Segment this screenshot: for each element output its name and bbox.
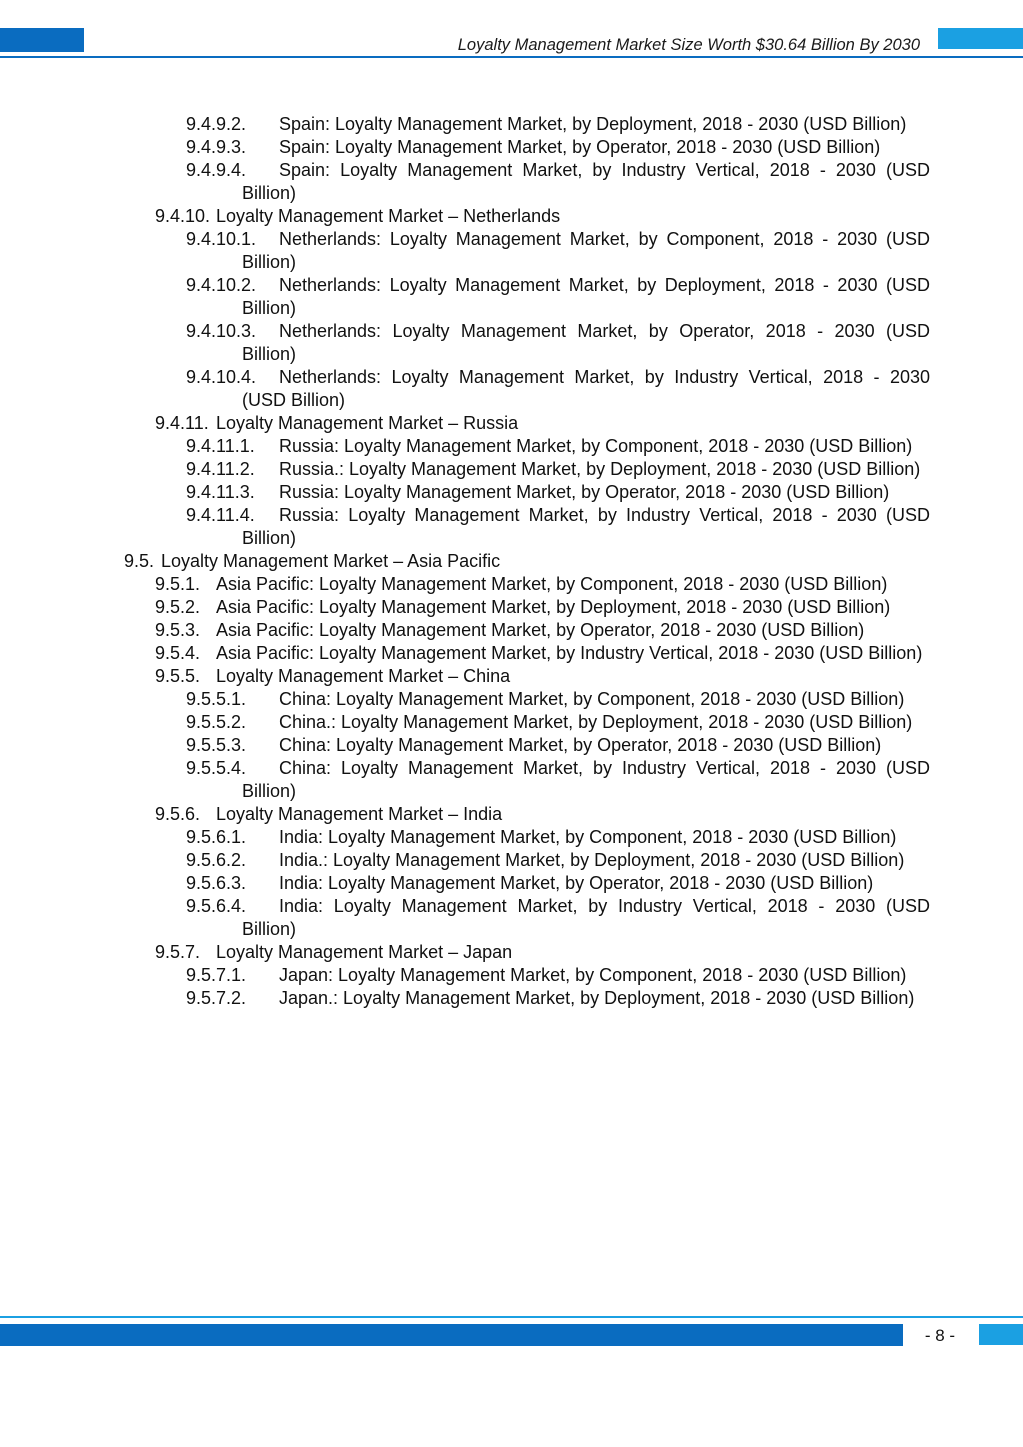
toc-entry-number: 9.4.11.4.	[186, 505, 255, 525]
toc-entry-number: 9.5.6.2.	[186, 850, 247, 870]
toc-entry-number: 9.5.1.	[155, 574, 201, 594]
toc-entry	[186, 987, 930, 1010]
toc-entry	[155, 412, 930, 435]
toc-entry-number: 9.5.4.	[155, 643, 201, 663]
toc-entry	[155, 619, 930, 642]
toc-entry-number: 9.5.7.	[155, 942, 201, 962]
toc-entry-number: 9.4.11.1.	[186, 436, 255, 456]
toc-entry-text: China: Loyalty Management Market, by Component, 2018 - 2030 (USD Billion)	[279, 689, 905, 709]
toc-entry-number: 9.5.6.1.	[186, 827, 247, 847]
toc-entry	[155, 665, 930, 688]
toc-entry-text: Loyalty Management Market – Asia Pacific	[161, 551, 501, 571]
toc-entry-number: 9.4.10.2.	[186, 275, 257, 295]
toc-entry	[155, 596, 930, 619]
toc-entry-number: 9.4.11.3.	[186, 482, 255, 502]
toc-entry-text: China.: Loyalty Management Market, by Deployment, 2018 - 2030 (USD Billion)	[279, 712, 913, 732]
toc-entry-text: Netherlands: Loyalty Management Market, by Industry Vertical, 2018 - 2030 (USD Billion)	[242, 367, 930, 410]
toc-entry-text: Asia Pacific: Loyalty Management Market, by Operator, 2018 - 2030 (USD Billion)	[216, 620, 865, 640]
toc-entry-text: China: Loyalty Management Market, by Operator, 2018 - 2030 (USD Billion)	[279, 735, 882, 755]
toc-entry	[186, 849, 930, 872]
toc-entry-number: 9.5.6.3.	[186, 873, 247, 893]
toc-entry	[186, 274, 930, 320]
toc-entry-number: 9.5.5.	[155, 666, 201, 686]
toc-entry-text: Japan: Loyalty Management Market, by Component, 2018 - 2030 (USD Billion)	[279, 965, 907, 985]
toc-entry-text: Loyalty Management Market – Netherlands	[216, 206, 561, 226]
toc-entry-number: 9.4.10.1.	[186, 229, 257, 249]
toc-entry-text: Loyalty Management Market – India	[216, 804, 503, 824]
toc-entry	[186, 504, 930, 550]
header-title: Loyalty Management Market Size Worth $30.64 Billion By 2030	[457, 36, 920, 54]
toc-entry	[186, 895, 930, 941]
toc-entry-number: 9.5.7.2.	[186, 988, 247, 1008]
toc-entry-text: Spain: Loyalty Management Market, by Operator, 2018 - 2030 (USD Billion)	[279, 137, 881, 157]
toc-entry-text: Loyalty Management Market – Russia	[216, 413, 519, 433]
header-rule	[0, 56, 1023, 58]
toc-entry	[155, 642, 930, 665]
header-accent-left	[0, 28, 84, 52]
toc-entry-text: Asia Pacific: Loyalty Management Market, by Component, 2018 - 2030 (USD Billion)	[216, 574, 888, 594]
toc-entry	[186, 159, 930, 205]
toc-entry-number: 9.5.	[124, 551, 155, 571]
toc-entry-text: Asia Pacific: Loyalty Management Market, by Deployment, 2018 - 2030 (USD Billion)	[216, 597, 891, 617]
toc-entry-text: Spain: Loyalty Management Market, by Deployment, 2018 - 2030 (USD Billion)	[279, 114, 907, 134]
toc-entry-number: 9.4.11.2.	[186, 459, 255, 479]
toc-entry-text: India: Loyalty Management Market, by Operator, 2018 - 2030 (USD Billion)	[279, 873, 874, 893]
toc-entry-number: 9.4.10.4.	[186, 367, 257, 387]
toc-entry-number: 9.5.6.	[155, 804, 201, 824]
toc-entry-number: 9.4.9.4.	[186, 160, 247, 180]
toc-entry-text: Russia.: Loyalty Management Market, by Deployment, 2018 - 2030 (USD Billion)	[279, 459, 921, 479]
toc-entry	[186, 826, 930, 849]
toc-entry	[186, 688, 930, 711]
toc-entry	[186, 435, 930, 458]
toc-entry-number: 9.5.5.3.	[186, 735, 247, 755]
toc-entry-text: Spain: Loyalty Management Market, by Industry Vertical, 2018 - 2030 (USD Billion)	[242, 160, 930, 203]
toc-entry	[186, 366, 930, 412]
toc-entry-text: Russia: Loyalty Management Market, by Component, 2018 - 2030 (USD Billion)	[279, 436, 913, 456]
toc-entry-text: India: Loyalty Management Market, by Component, 2018 - 2030 (USD Billion)	[279, 827, 897, 847]
toc-entry	[155, 803, 930, 826]
toc-entry-text: China: Loyalty Management Market, by Industry Vertical, 2018 - 2030 (USD Billion)	[242, 758, 930, 801]
toc-entry-number: 9.5.5.4.	[186, 758, 247, 778]
footer-bar	[0, 1324, 903, 1346]
toc-entry-number: 9.4.9.2.	[186, 114, 247, 134]
toc-entry-text: Netherlands: Loyalty Management Market, by Component, 2018 - 2030 (USD Billion)	[242, 229, 930, 272]
toc-entry-text: Russia: Loyalty Management Market, by Operator, 2018 - 2030 (USD Billion)	[279, 482, 890, 502]
footer-rule	[0, 1316, 1023, 1318]
toc-entry-text: Russia: Loyalty Management Market, by Industry Vertical, 2018 - 2030 (USD Billion)	[242, 505, 930, 548]
toc-entry	[186, 320, 930, 366]
toc-entry	[186, 872, 930, 895]
toc-entry-number: 9.5.5.2.	[186, 712, 247, 732]
toc-entry-number: 9.5.6.4.	[186, 896, 247, 916]
toc-entry-text: Netherlands: Loyalty Management Market, by Operator, 2018 - 2030 (USD Billion)	[242, 321, 930, 364]
header-accent-right	[938, 28, 1023, 49]
toc-entry-text: Asia Pacific: Loyalty Management Market, by Industry Vertical, 2018 - 2030 (USD Billion)	[216, 643, 923, 663]
table-of-contents	[0, 113, 1023, 1010]
toc-entry	[155, 941, 930, 964]
toc-entry	[186, 228, 930, 274]
toc-entry-number: 9.5.3.	[155, 620, 201, 640]
toc-entry-text: India: Loyalty Management Market, by Industry Vertical, 2018 - 2030 (USD Billion)	[242, 896, 930, 939]
toc-entry-number: 9.4.10.3.	[186, 321, 257, 341]
toc-entry-text: Loyalty Management Market – Japan	[216, 942, 513, 962]
toc-entry	[186, 711, 930, 734]
toc-entry-text: Netherlands: Loyalty Management Market, by Deployment, 2018 - 2030 (USD Billion)	[242, 275, 930, 318]
toc-entry	[186, 113, 930, 136]
toc-entry	[186, 757, 930, 803]
toc-entry	[155, 573, 930, 596]
toc-entry-number: 9.4.10.	[155, 206, 211, 226]
toc-entry	[186, 481, 930, 504]
toc-entry-number: 9.4.9.3.	[186, 137, 247, 157]
toc-entry	[186, 136, 930, 159]
toc-entry-number: 9.5.2.	[155, 597, 201, 617]
toc-entry-number: 9.5.5.1.	[186, 689, 247, 709]
toc-entry	[186, 458, 930, 481]
toc-entry-number: 9.5.7.1.	[186, 965, 247, 985]
toc-entry-number: 9.4.11.	[155, 413, 209, 433]
toc-entry-text: Loyalty Management Market – China	[216, 666, 511, 686]
footer-accent-right	[979, 1324, 1023, 1345]
toc-entry	[155, 205, 930, 228]
toc-entry	[186, 964, 930, 987]
toc-entry-text: Japan.: Loyalty Management Market, by Deployment, 2018 - 2030 (USD Billion)	[279, 988, 915, 1008]
toc-entry	[186, 734, 930, 757]
page-number: - 8 -	[924, 1326, 956, 1345]
toc-entry	[124, 550, 930, 573]
toc-entry-text: India.: Loyalty Management Market, by Deployment, 2018 - 2030 (USD Billion)	[279, 850, 905, 870]
